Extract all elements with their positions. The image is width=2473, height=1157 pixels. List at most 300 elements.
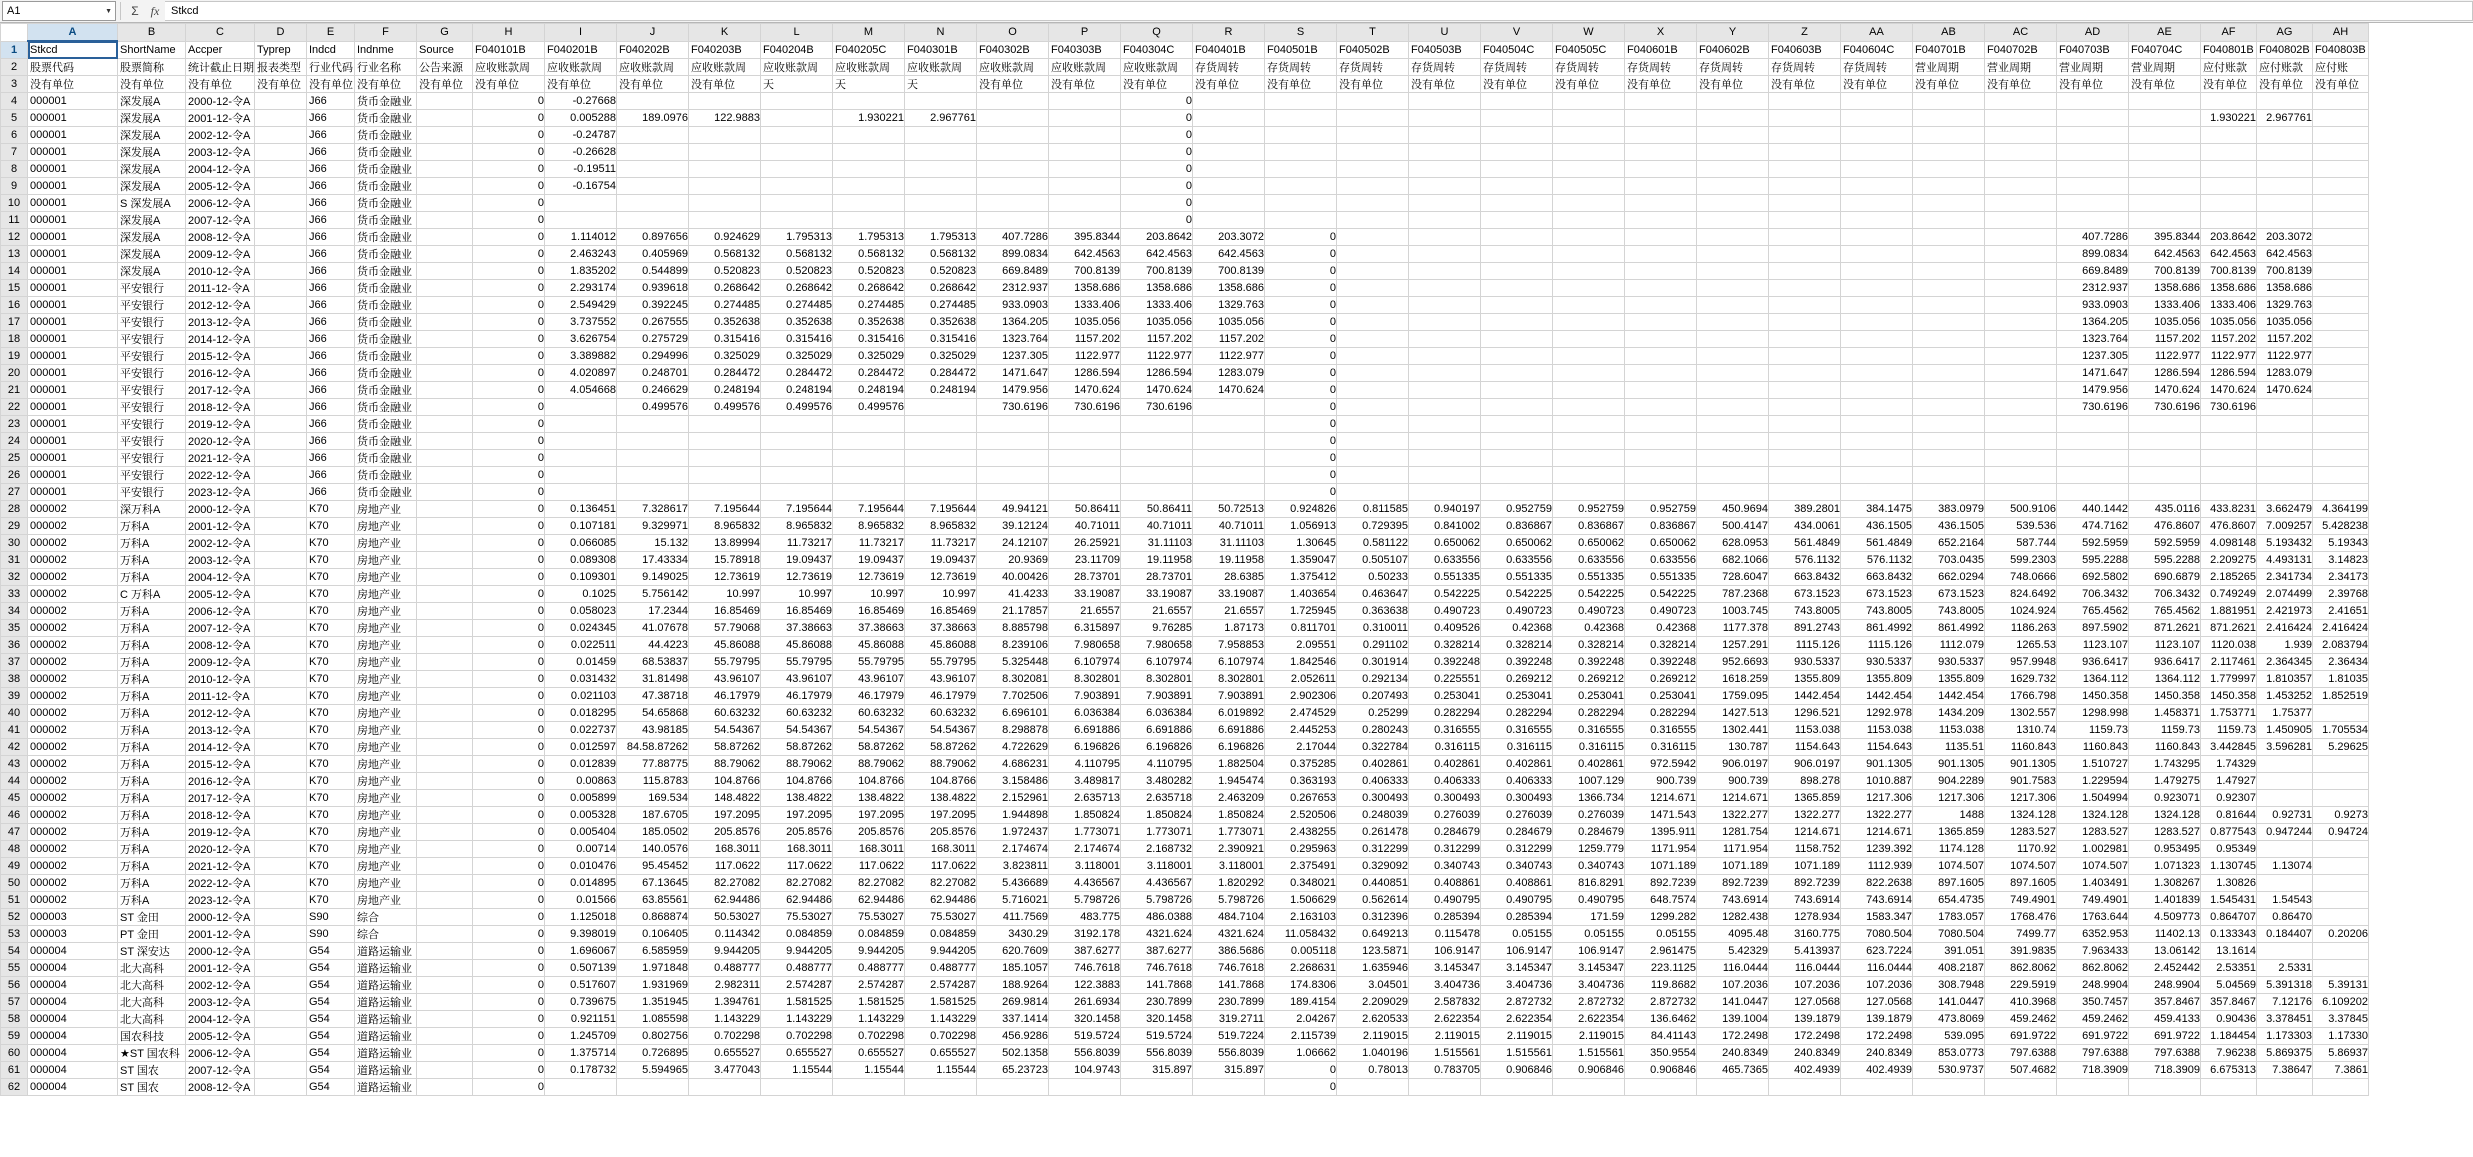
cell-G31[interactable] (417, 552, 473, 569)
cell-AH41[interactable]: 1.705534 (2313, 722, 2369, 739)
cell-D18[interactable] (255, 331, 307, 348)
column-header-d[interactable]: D (255, 24, 307, 42)
cell-W5[interactable] (1553, 110, 1625, 127)
cell-J24[interactable] (617, 433, 689, 450)
cell-Q61[interactable]: 315.897 (1121, 1062, 1193, 1079)
cell-O57[interactable]: 269.9814 (977, 994, 1049, 1011)
cell-AE34[interactable]: 765.4562 (2129, 603, 2201, 620)
cell-AF17[interactable]: 1035.056 (2201, 314, 2257, 331)
cell-R43[interactable]: 1.882504 (1193, 756, 1265, 773)
cell-K11[interactable] (689, 212, 761, 229)
cell-R11[interactable] (1193, 212, 1265, 229)
cell-Y19[interactable] (1697, 348, 1769, 365)
cell-O42[interactable]: 4.722629 (977, 739, 1049, 756)
cell-E33[interactable]: K70 (307, 586, 355, 603)
cell-AF36[interactable]: 1120.038 (2201, 637, 2257, 654)
cell-O58[interactable]: 337.1414 (977, 1011, 1049, 1028)
cell-A27[interactable]: 000001 (28, 484, 118, 501)
cell-AC26[interactable] (1985, 467, 2057, 484)
cell-H3[interactable]: 没有单位 (473, 76, 545, 93)
cell-AA15[interactable] (1841, 280, 1913, 297)
cell-V19[interactable] (1481, 348, 1553, 365)
cell-AF2[interactable]: 应付账款 (2201, 59, 2257, 76)
cell-J3[interactable]: 没有单位 (617, 76, 689, 93)
cell-U27[interactable] (1409, 484, 1481, 501)
row-header-42[interactable]: 42 (1, 739, 28, 756)
cell-D47[interactable] (255, 824, 307, 841)
cell-T20[interactable] (1337, 365, 1409, 382)
cell-U59[interactable]: 2.119015 (1409, 1028, 1481, 1045)
cell-V61[interactable]: 0.906846 (1481, 1062, 1553, 1079)
cell-AD48[interactable]: 1.002981 (2057, 841, 2129, 858)
cell-F39[interactable]: 房地产业 (355, 688, 417, 705)
cell-AC48[interactable]: 1170.92 (1985, 841, 2057, 858)
cell-T44[interactable]: 0.406333 (1337, 773, 1409, 790)
cell-AC51[interactable]: 749.4901 (1985, 892, 2057, 909)
cell-AB22[interactable] (1913, 399, 1985, 416)
cell-Y58[interactable]: 139.1004 (1697, 1011, 1769, 1028)
cell-X49[interactable]: 1071.189 (1625, 858, 1697, 875)
cell-A15[interactable]: 000001 (28, 280, 118, 297)
cell-E42[interactable]: K70 (307, 739, 355, 756)
row-header-49[interactable]: 49 (1, 858, 28, 875)
row-header-4[interactable]: 4 (1, 93, 28, 110)
cell-S48[interactable]: 0.295963 (1265, 841, 1337, 858)
cell-H61[interactable]: 0 (473, 1062, 545, 1079)
cell-B58[interactable]: 北大高科 (118, 1011, 186, 1028)
cell-G33[interactable] (417, 586, 473, 603)
cell-O19[interactable]: 1237.305 (977, 348, 1049, 365)
cell-AB47[interactable]: 1365.859 (1913, 824, 1985, 841)
cell-U16[interactable] (1409, 297, 1481, 314)
cell-AA48[interactable]: 1239.392 (1841, 841, 1913, 858)
cell-AG62[interactable] (2257, 1079, 2313, 1096)
row-header-37[interactable]: 37 (1, 654, 28, 671)
cell-Y23[interactable] (1697, 416, 1769, 433)
cell-S13[interactable]: 0 (1265, 246, 1337, 263)
cell-L49[interactable]: 117.0622 (761, 858, 833, 875)
cell-AF24[interactable] (2201, 433, 2257, 450)
cell-H53[interactable]: 0 (473, 926, 545, 943)
cell-O43[interactable]: 4.686231 (977, 756, 1049, 773)
cell-I26[interactable] (545, 467, 617, 484)
cell-R37[interactable]: 6.107974 (1193, 654, 1265, 671)
cell-I47[interactable]: 0.005404 (545, 824, 617, 841)
cell-J39[interactable]: 47.38718 (617, 688, 689, 705)
cell-F21[interactable]: 货币金融业 (355, 382, 417, 399)
row-header-10[interactable]: 10 (1, 195, 28, 212)
cell-A49[interactable]: 000002 (28, 858, 118, 875)
cell-I53[interactable]: 9.398019 (545, 926, 617, 943)
cell-Z11[interactable] (1769, 212, 1841, 229)
cell-I55[interactable]: 0.507139 (545, 960, 617, 977)
cell-M2[interactable]: 应收账款周 (833, 59, 905, 76)
cell-L19[interactable]: 0.325029 (761, 348, 833, 365)
cell-AD31[interactable]: 595.2288 (2057, 552, 2129, 569)
cell-E41[interactable]: K70 (307, 722, 355, 739)
cell-O52[interactable]: 411.7569 (977, 909, 1049, 926)
cell-V15[interactable] (1481, 280, 1553, 297)
cell-T30[interactable]: 0.581122 (1337, 535, 1409, 552)
cell-C22[interactable]: 2018-12-令A (186, 399, 255, 416)
cell-AD15[interactable]: 2312.937 (2057, 280, 2129, 297)
cell-AB43[interactable]: 901.1305 (1913, 756, 1985, 773)
cell-M14[interactable]: 0.520823 (833, 263, 905, 280)
cell-A57[interactable]: 000004 (28, 994, 118, 1011)
cell-U43[interactable]: 0.402861 (1409, 756, 1481, 773)
cell-AF59[interactable]: 1.184454 (2201, 1028, 2257, 1045)
cell-B51[interactable]: 万科A (118, 892, 186, 909)
cell-AC16[interactable] (1985, 297, 2057, 314)
cell-C21[interactable]: 2017-12-令A (186, 382, 255, 399)
cell-E61[interactable]: G54 (307, 1062, 355, 1079)
row-header-8[interactable]: 8 (1, 161, 28, 178)
cell-N3[interactable]: 天 (905, 76, 977, 93)
cell-V47[interactable]: 0.284679 (1481, 824, 1553, 841)
cell-AE5[interactable] (2129, 110, 2201, 127)
cell-B47[interactable]: 万科A (118, 824, 186, 841)
cell-L22[interactable]: 0.499576 (761, 399, 833, 416)
cell-Z61[interactable]: 402.4939 (1769, 1062, 1841, 1079)
cell-K34[interactable]: 16.85469 (689, 603, 761, 620)
cell-J40[interactable]: 54.65868 (617, 705, 689, 722)
cell-F2[interactable]: 行业名称 (355, 59, 417, 76)
cell-A20[interactable]: 000001 (28, 365, 118, 382)
cell-T32[interactable]: 0.50233 (1337, 569, 1409, 586)
cell-R15[interactable]: 1358.686 (1193, 280, 1265, 297)
cell-A7[interactable]: 000001 (28, 144, 118, 161)
cell-V60[interactable]: 1.515561 (1481, 1045, 1553, 1062)
cell-AC11[interactable] (1985, 212, 2057, 229)
cell-Y26[interactable] (1697, 467, 1769, 484)
cell-AG5[interactable]: 2.967761 (2257, 110, 2313, 127)
cell-D40[interactable] (255, 705, 307, 722)
column-header-u[interactable]: U (1409, 24, 1481, 42)
cell-A36[interactable]: 000002 (28, 637, 118, 654)
row-header-54[interactable]: 54 (1, 943, 28, 960)
cell-S40[interactable]: 2.474529 (1265, 705, 1337, 722)
cell-U56[interactable]: 3.404736 (1409, 977, 1481, 994)
cell-D1[interactable]: Typrep (255, 41, 307, 59)
cell-I31[interactable]: 0.089308 (545, 552, 617, 569)
cell-AF25[interactable] (2201, 450, 2257, 467)
cell-AA60[interactable]: 240.8349 (1841, 1045, 1913, 1062)
cell-A29[interactable]: 000002 (28, 518, 118, 535)
cell-S28[interactable]: 0.924826 (1265, 501, 1337, 518)
cell-N12[interactable]: 1.795313 (905, 229, 977, 246)
cell-L12[interactable]: 1.795313 (761, 229, 833, 246)
column-header-t[interactable]: T (1337, 24, 1409, 42)
cell-M44[interactable]: 104.8766 (833, 773, 905, 790)
cell-AE14[interactable]: 700.8139 (2129, 263, 2201, 280)
cell-AA8[interactable] (1841, 161, 1913, 178)
cell-E13[interactable]: J66 (307, 246, 355, 263)
cell-B2[interactable]: 股票简称 (118, 59, 186, 76)
cell-U11[interactable] (1409, 212, 1481, 229)
cell-Y37[interactable]: 952.6693 (1697, 654, 1769, 671)
cell-X1[interactable]: F040601B (1625, 41, 1697, 59)
cell-B52[interactable]: ST 金田 (118, 909, 186, 926)
cell-S51[interactable]: 1.506629 (1265, 892, 1337, 909)
cell-Z59[interactable]: 172.2498 (1769, 1028, 1841, 1045)
cell-AD60[interactable]: 797.6388 (2057, 1045, 2129, 1062)
cell-B6[interactable]: 深发展A (118, 127, 186, 144)
cell-K3[interactable]: 没有单位 (689, 76, 761, 93)
cell-L48[interactable]: 168.3011 (761, 841, 833, 858)
cell-P20[interactable]: 1286.594 (1049, 365, 1121, 382)
cell-N42[interactable]: 58.87262 (905, 739, 977, 756)
cell-I52[interactable]: 1.125018 (545, 909, 617, 926)
cell-X36[interactable]: 0.328214 (1625, 637, 1697, 654)
cell-W57[interactable]: 2.872732 (1553, 994, 1625, 1011)
cell-W37[interactable]: 0.392248 (1553, 654, 1625, 671)
cell-G58[interactable] (417, 1011, 473, 1028)
cell-Z31[interactable]: 576.1132 (1769, 552, 1841, 569)
cell-X22[interactable] (1625, 399, 1697, 416)
cell-I45[interactable]: 0.005899 (545, 790, 617, 807)
cell-U17[interactable] (1409, 314, 1481, 331)
cell-AD28[interactable]: 440.1442 (2057, 501, 2129, 518)
cell-K15[interactable]: 0.268642 (689, 280, 761, 297)
cell-Z36[interactable]: 1115.126 (1769, 637, 1841, 654)
cell-X27[interactable] (1625, 484, 1697, 501)
cell-AB29[interactable]: 436.1505 (1913, 518, 1985, 535)
cell-K51[interactable]: 62.94486 (689, 892, 761, 909)
cell-AB10[interactable] (1913, 195, 1985, 212)
cell-AG25[interactable] (2257, 450, 2313, 467)
cell-C60[interactable]: 2006-12-令A (186, 1045, 255, 1062)
cell-X52[interactable]: 1299.282 (1625, 909, 1697, 926)
cell-Q59[interactable]: 519.5724 (1121, 1028, 1193, 1045)
column-header-e[interactable]: E (307, 24, 355, 42)
cell-A58[interactable]: 000004 (28, 1011, 118, 1028)
cell-X24[interactable] (1625, 433, 1697, 450)
cell-AC39[interactable]: 1766.798 (1985, 688, 2057, 705)
cell-X12[interactable] (1625, 229, 1697, 246)
cell-M56[interactable]: 2.574287 (833, 977, 905, 994)
row-header-43[interactable]: 43 (1, 756, 28, 773)
cell-AF29[interactable]: 476.8607 (2201, 518, 2257, 535)
cell-H54[interactable]: 0 (473, 943, 545, 960)
column-header-ae[interactable]: AE (2129, 24, 2201, 42)
cell-I12[interactable]: 1.114012 (545, 229, 617, 246)
cell-P19[interactable]: 1122.977 (1049, 348, 1121, 365)
cell-AH62[interactable] (2313, 1079, 2369, 1096)
cell-G54[interactable] (417, 943, 473, 960)
cell-J43[interactable]: 77.88775 (617, 756, 689, 773)
cell-AB28[interactable]: 383.0979 (1913, 501, 1985, 518)
cell-AC1[interactable]: F040702B (1985, 41, 2057, 59)
cell-D22[interactable] (255, 399, 307, 416)
cell-Q51[interactable]: 5.798726 (1121, 892, 1193, 909)
cell-N48[interactable]: 168.3011 (905, 841, 977, 858)
cell-Z9[interactable] (1769, 178, 1841, 195)
cell-AF48[interactable]: 0.95349 (2201, 841, 2257, 858)
cell-AH53[interactable]: 0.20206 (2313, 926, 2369, 943)
cell-Z60[interactable]: 240.8349 (1769, 1045, 1841, 1062)
column-header-s[interactable]: S (1265, 24, 1337, 42)
cell-T9[interactable] (1337, 178, 1409, 195)
cell-E6[interactable]: J66 (307, 127, 355, 144)
cell-AH55[interactable] (2313, 960, 2369, 977)
cell-B55[interactable]: 北大高科 (118, 960, 186, 977)
cell-K9[interactable] (689, 178, 761, 195)
cell-AB45[interactable]: 1217.306 (1913, 790, 1985, 807)
cell-R59[interactable]: 519.7224 (1193, 1028, 1265, 1045)
cell-S21[interactable]: 0 (1265, 382, 1337, 399)
cell-B7[interactable]: 深发展A (118, 144, 186, 161)
cell-Y29[interactable]: 500.4147 (1697, 518, 1769, 535)
cell-B8[interactable]: 深发展A (118, 161, 186, 178)
cell-S23[interactable]: 0 (1265, 416, 1337, 433)
cell-AC3[interactable]: 没有单位 (1985, 76, 2057, 93)
cell-AD27[interactable] (2057, 484, 2129, 501)
cell-AA49[interactable]: 1112.939 (1841, 858, 1913, 875)
cell-U3[interactable]: 没有单位 (1409, 76, 1481, 93)
cell-AE58[interactable]: 459.4133 (2129, 1011, 2201, 1028)
cell-AD34[interactable]: 765.4562 (2057, 603, 2129, 620)
cell-V17[interactable] (1481, 314, 1553, 331)
cell-X15[interactable] (1625, 280, 1697, 297)
column-header-z[interactable]: Z (1769, 24, 1841, 42)
cell-AE2[interactable]: 营业周期 (2129, 59, 2201, 76)
cell-D39[interactable] (255, 688, 307, 705)
cell-O7[interactable] (977, 144, 1049, 161)
cell-H4[interactable]: 0 (473, 93, 545, 110)
cell-U24[interactable] (1409, 433, 1481, 450)
cell-AC60[interactable]: 797.6388 (1985, 1045, 2057, 1062)
cell-S45[interactable]: 0.267653 (1265, 790, 1337, 807)
cell-V41[interactable]: 0.316555 (1481, 722, 1553, 739)
cell-O37[interactable]: 5.325448 (977, 654, 1049, 671)
cell-E53[interactable]: S90 (307, 926, 355, 943)
cell-AG54[interactable] (2257, 943, 2313, 960)
cell-B12[interactable]: 深发展A (118, 229, 186, 246)
cell-H27[interactable]: 0 (473, 484, 545, 501)
cell-P38[interactable]: 8.302801 (1049, 671, 1121, 688)
cell-P57[interactable]: 261.6934 (1049, 994, 1121, 1011)
cell-Y46[interactable]: 1322.277 (1697, 807, 1769, 824)
cell-H34[interactable]: 0 (473, 603, 545, 620)
cell-P52[interactable]: 483.775 (1049, 909, 1121, 926)
cell-Q53[interactable]: 4321.624 (1121, 926, 1193, 943)
cell-G46[interactable] (417, 807, 473, 824)
cell-AC33[interactable]: 824.6492 (1985, 586, 2057, 603)
cell-X26[interactable] (1625, 467, 1697, 484)
cell-R54[interactable]: 386.5686 (1193, 943, 1265, 960)
cell-O13[interactable]: 899.0834 (977, 246, 1049, 263)
column-header-ag[interactable]: AG (2257, 24, 2313, 42)
cell-AG34[interactable]: 2.421973 (2257, 603, 2313, 620)
cell-T14[interactable] (1337, 263, 1409, 280)
cell-AF52[interactable]: 0.864707 (2201, 909, 2257, 926)
cell-N49[interactable]: 117.0622 (905, 858, 977, 875)
cell-L23[interactable] (761, 416, 833, 433)
cell-V2[interactable]: 存货周转 (1481, 59, 1553, 76)
cell-AF32[interactable]: 2.185265 (2201, 569, 2257, 586)
cell-U31[interactable]: 0.633556 (1409, 552, 1481, 569)
cell-R52[interactable]: 484.7104 (1193, 909, 1265, 926)
cell-C54[interactable]: 2000-12-令A (186, 943, 255, 960)
cell-M26[interactable] (833, 467, 905, 484)
cell-C48[interactable]: 2020-12-令A (186, 841, 255, 858)
cell-H56[interactable]: 0 (473, 977, 545, 994)
cell-C26[interactable]: 2022-12-令A (186, 467, 255, 484)
cell-Z29[interactable]: 434.0061 (1769, 518, 1841, 535)
cell-I38[interactable]: 0.031432 (545, 671, 617, 688)
cell-V28[interactable]: 0.952759 (1481, 501, 1553, 518)
cell-G55[interactable] (417, 960, 473, 977)
cell-AH61[interactable]: 7.3861 (2313, 1062, 2369, 1079)
cell-T31[interactable]: 0.505107 (1337, 552, 1409, 569)
cell-AD52[interactable]: 1763.644 (2057, 909, 2129, 926)
row-header-28[interactable]: 28 (1, 501, 28, 518)
cell-C9[interactable]: 2005-12-令A (186, 178, 255, 195)
cell-G45[interactable] (417, 790, 473, 807)
cell-F32[interactable]: 房地产业 (355, 569, 417, 586)
cell-AH3[interactable]: 没有单位 (2313, 76, 2369, 93)
cell-G13[interactable] (417, 246, 473, 263)
cell-F37[interactable]: 房地产业 (355, 654, 417, 671)
cell-W24[interactable] (1553, 433, 1625, 450)
cell-K7[interactable] (689, 144, 761, 161)
cell-Z40[interactable]: 1296.521 (1769, 705, 1841, 722)
cell-J59[interactable]: 0.802756 (617, 1028, 689, 1045)
cell-Q19[interactable]: 1122.977 (1121, 348, 1193, 365)
cell-J32[interactable]: 9.149025 (617, 569, 689, 586)
cell-O12[interactable]: 407.7286 (977, 229, 1049, 246)
cell-K17[interactable]: 0.352638 (689, 314, 761, 331)
cell-Y17[interactable] (1697, 314, 1769, 331)
cell-X2[interactable]: 存货周转 (1625, 59, 1697, 76)
cell-AE20[interactable]: 1286.594 (2129, 365, 2201, 382)
cell-F51[interactable]: 房地产业 (355, 892, 417, 909)
cell-K21[interactable]: 0.248194 (689, 382, 761, 399)
cell-T38[interactable]: 0.292134 (1337, 671, 1409, 688)
cell-AA42[interactable]: 1154.643 (1841, 739, 1913, 756)
cell-N47[interactable]: 205.8576 (905, 824, 977, 841)
cell-AF56[interactable]: 5.04569 (2201, 977, 2257, 994)
cell-A56[interactable]: 000004 (28, 977, 118, 994)
cell-AB11[interactable] (1913, 212, 1985, 229)
cell-A50[interactable]: 000002 (28, 875, 118, 892)
cell-AB35[interactable]: 861.4992 (1913, 620, 1985, 637)
cell-A53[interactable]: 000003 (28, 926, 118, 943)
cell-L16[interactable]: 0.274485 (761, 297, 833, 314)
cell-P4[interactable] (1049, 93, 1121, 110)
cell-O47[interactable]: 1.972437 (977, 824, 1049, 841)
cell-V39[interactable]: 0.253041 (1481, 688, 1553, 705)
cell-S17[interactable]: 0 (1265, 314, 1337, 331)
cell-W8[interactable] (1553, 161, 1625, 178)
cell-AA40[interactable]: 1292.978 (1841, 705, 1913, 722)
cell-V51[interactable]: 0.490795 (1481, 892, 1553, 909)
cell-G48[interactable] (417, 841, 473, 858)
cell-D21[interactable] (255, 382, 307, 399)
cell-AG38[interactable]: 1.810357 (2257, 671, 2313, 688)
cell-C51[interactable]: 2023-12-令A (186, 892, 255, 909)
cell-Q50[interactable]: 4.436567 (1121, 875, 1193, 892)
cell-AG61[interactable]: 7.38647 (2257, 1062, 2313, 1079)
cell-V43[interactable]: 0.402861 (1481, 756, 1553, 773)
cell-A17[interactable]: 000001 (28, 314, 118, 331)
cell-A54[interactable]: 000004 (28, 943, 118, 960)
cell-B42[interactable]: 万科A (118, 739, 186, 756)
cell-AE25[interactable] (2129, 450, 2201, 467)
cell-I49[interactable]: 0.010476 (545, 858, 617, 875)
column-header-b[interactable]: B (118, 24, 186, 42)
cell-A48[interactable]: 000002 (28, 841, 118, 858)
